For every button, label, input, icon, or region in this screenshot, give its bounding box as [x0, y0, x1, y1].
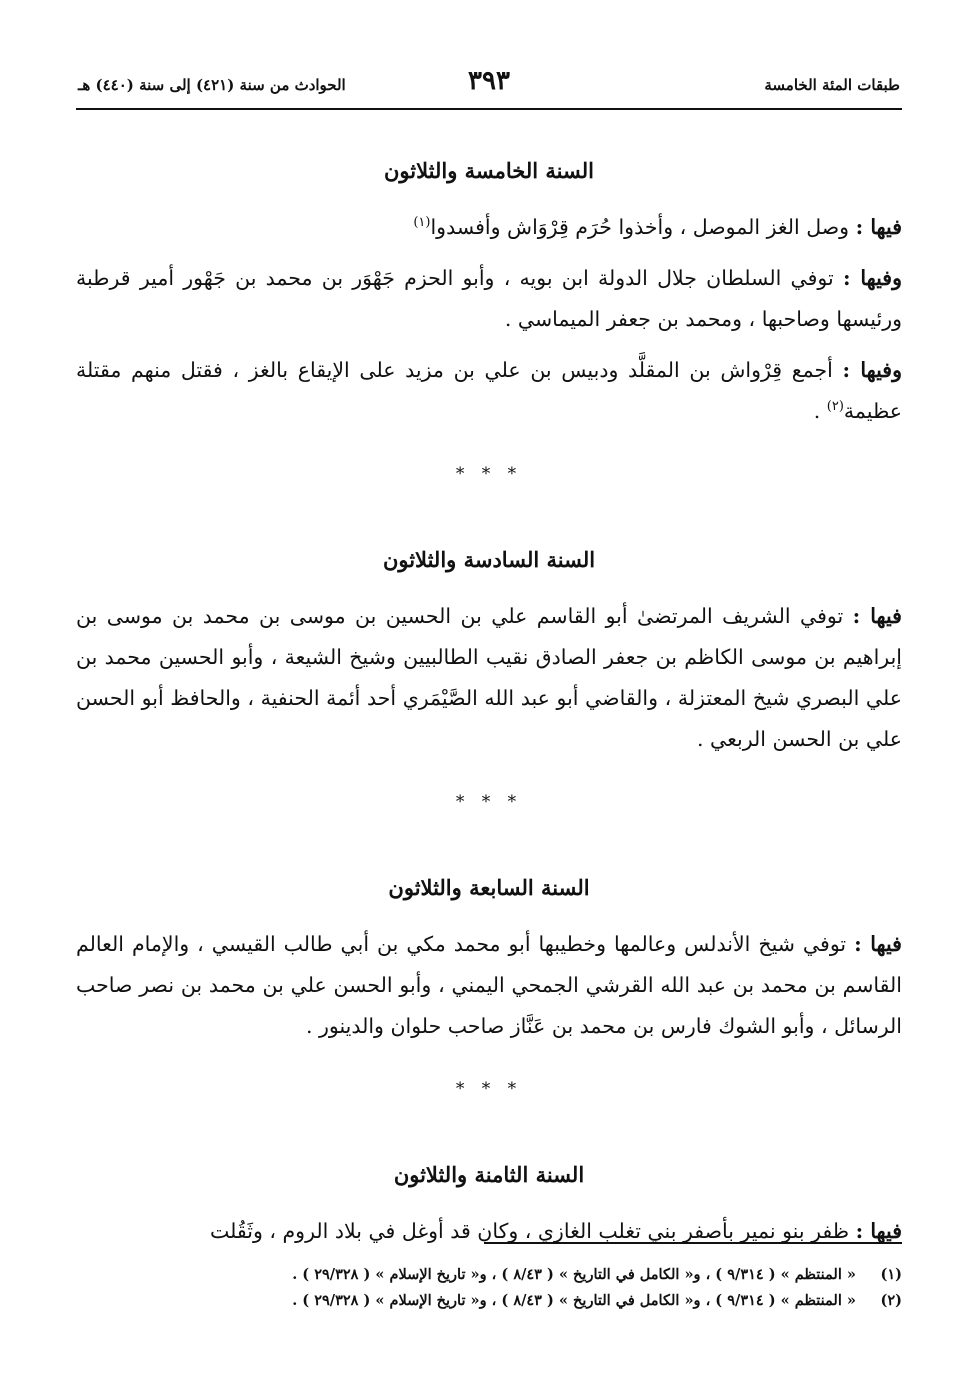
paragraph-lead: فيها :: [855, 1219, 902, 1243]
header-chapter-range: الحوادث من سنة (٤٢١) إلى سنة (٤٤٠) هـ: [78, 76, 346, 94]
header-book-section: طبقات المئة الخامسة: [764, 76, 900, 94]
paragraph-lead: وفيها :: [842, 358, 902, 382]
paragraph-text: وصل الغز الموصل ، وأخذوا حُرَم قِرْوَاش وأفسدوا: [430, 215, 850, 239]
footnote: [76, 1288, 902, 1314]
section-heading: السنة الخامسة والثلاثون: [384, 158, 594, 183]
paragraph-text: ظفر بنو نمير بأصفر بني تغلب الغازي ، وكان قد أوغل في بلاد الروم ، وثَقُلت: [209, 1219, 850, 1243]
section-heading: السنة الثامنة والثلاثون: [393, 1162, 585, 1187]
paragraph: [76, 258, 902, 340]
paragraph: [76, 1211, 902, 1252]
footnote-number: (١): [880, 1266, 902, 1283]
section-heading: السنة السادسة والثلاثون: [382, 547, 596, 572]
section-separator: * * *: [455, 1079, 523, 1099]
main-text: [76, 150, 902, 1262]
paragraph: [76, 596, 902, 760]
paragraph-lead: وفيها :: [842, 266, 902, 290]
paragraph: [76, 350, 902, 432]
section-separator: * * *: [455, 792, 523, 812]
footnotes: [76, 1262, 902, 1314]
paragraph-tail: .: [813, 399, 827, 423]
paragraph: [76, 207, 902, 248]
section-heading: السنة السابعة والثلاثون: [388, 875, 590, 900]
paragraph-lead: فيها :: [855, 215, 902, 239]
footnote-text: « المنتظم » ( ٩/٣١٤ ) ، و« الكامل في التاريخ » ( ٨/٤٣ ) ، و« تاريخ الإسلام » ( ٢٩/٣٢٨ ) .: [292, 1266, 856, 1283]
footnote-number: (٢): [880, 1292, 902, 1309]
footnote-rule: [484, 1242, 902, 1244]
header-rule: [76, 108, 902, 110]
paragraph-text: توفي الشريف المرتضىٰ أبو القاسم علي بن الحسين بن موسى بن محمد بن موسى بن إبراهيم بن موسى الكاظم بن جعفر الصادق نقيب الطالبيين وشيخ الشيعة ، وأبو الحسين محمد بن علي البصري شيخ المعتزلة ، والقاضي أبو عبد الله الصَّيْمَري أحد أئمة الحنفية ، والحافظ أبو الحسن علي بن الحسن الربعي .: [76, 604, 902, 751]
footnote-ref[interactable]: (١): [413, 215, 431, 231]
paragraph-lead: فيها :: [852, 604, 902, 628]
footnote-text: « المنتظم » ( ٩/٣١٤ ) ، و« الكامل في التاريخ » ( ٨/٤٣ ) ، و« تاريخ الإسلام » ( ٢٩/٣٢٨ ) .: [292, 1292, 856, 1309]
page-number: ٣٩٣: [468, 66, 510, 96]
paragraph-text: أجمع قِرْواش بن المقلَّد ودبيس بن علي بن مزيد على الإيقاع بالغز ، فقتل منهم مقتلة عظيمة: [76, 358, 902, 423]
paragraph-text: توفي شيخ الأندلس وعالمها وخطيبها أبو محمد مكي بن أبي طالب القيسي ، والإمام العالم القاسم بن محمد بن عبد الله القرشي الجمحي اليمني ، وأبو الحسن علي بن محمد بن نصر صاحب الرسائل ، وأبو الشوك فارس بن محمد بن عَنَّاز صاحب حلوان والدينور .: [76, 932, 902, 1038]
footnote: [76, 1262, 902, 1288]
footnote-ref[interactable]: (٢): [826, 399, 844, 415]
paragraph-lead: فيها :: [854, 932, 902, 956]
paragraph: [76, 924, 902, 1047]
section-separator: * * *: [455, 464, 523, 484]
running-header: [78, 66, 900, 102]
paragraph-text: توفي السلطان جلال الدولة ابن بويه ، وأبو الحزم جَهْوَر بن محمد بن جَهْور أمير قرطبة ورئيسها وصاحبها ، ومحمد بن جعفر الميماسي .: [76, 266, 902, 331]
